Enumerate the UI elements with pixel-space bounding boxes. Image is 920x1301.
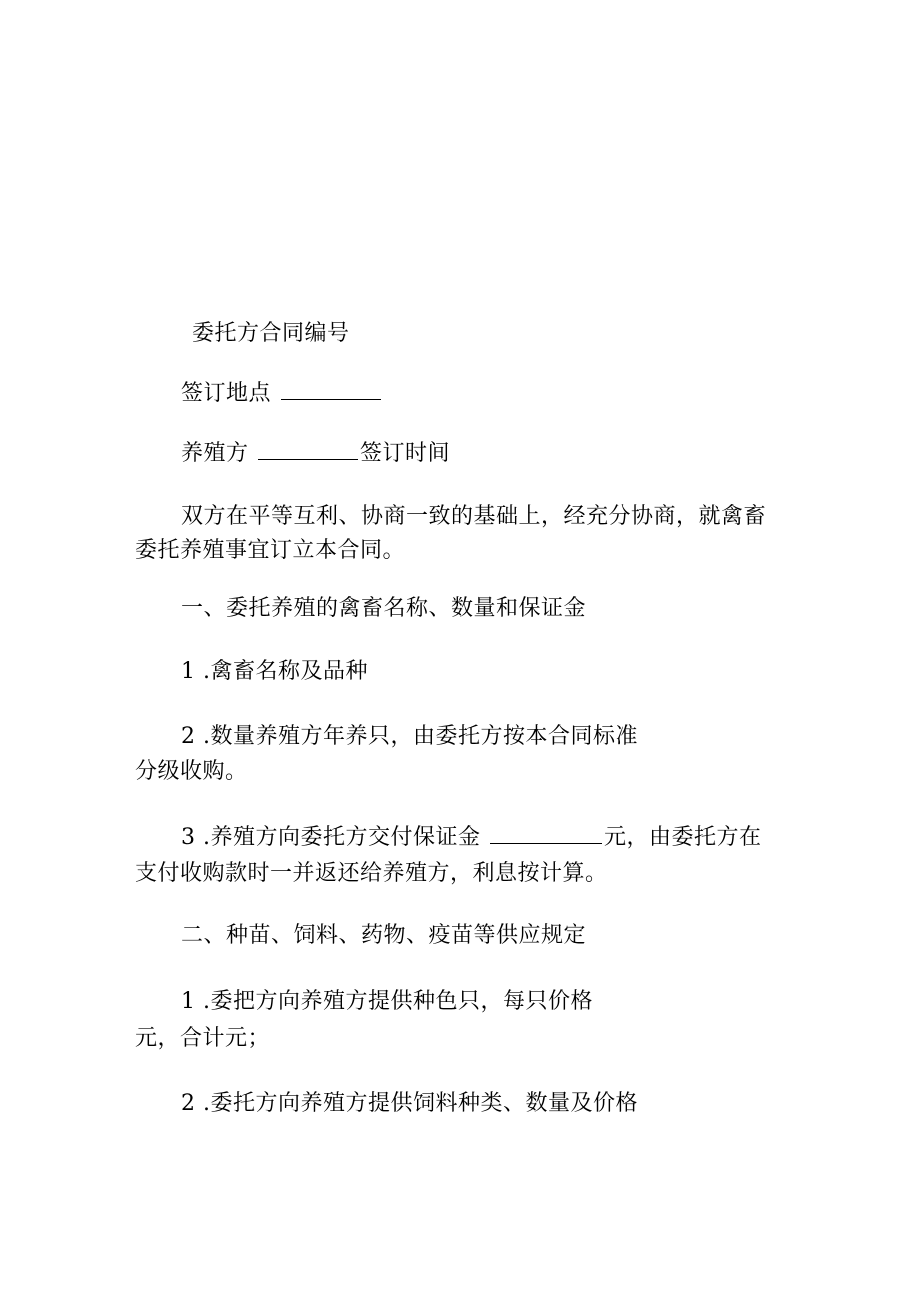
sign-place-blank [281, 381, 381, 400]
sign-place-label: 签订地点 [181, 381, 272, 406]
item3-part1: 3 .养殖方向委托方交付保证金 [181, 825, 481, 850]
section1-item2-line1: 2 .数量养殖方年养只，由委托方按本合同标准 [181, 724, 638, 749]
section2-item2: 2 .委托方向养殖方提供饲料种类、数量及价格 [181, 1091, 638, 1116]
entrustor-contract-no: 委托方合同编号 [192, 321, 350, 346]
farmer-blank [258, 441, 358, 460]
item3-part2: 元，由委托方在 [603, 825, 762, 850]
section1-item1: 1 .禽畜名称及品种 [181, 659, 368, 684]
sign-time-label: 签订时间 [360, 441, 451, 466]
section2-title: 二、种苗、饲料、药物、疫苗等供应规定 [181, 923, 587, 948]
section1-item3-line1 [181, 824, 762, 852]
section2-item1-line1: 1 .委把方向养殖方提供种色只，每只价格 [181, 989, 593, 1014]
farmer-label: 养殖方 [181, 441, 249, 466]
section1-item3-line2: 支付收购款时一并返还给养殖方，利息按计算。 [135, 861, 608, 886]
section2-item1-line2: 元，合计元； [135, 1026, 271, 1051]
farmer-line [181, 440, 450, 468]
section1-title: 一、委托养殖的禽畜名称、数量和保证金 [181, 596, 587, 621]
intro-line-1: 双方在平等互利、协商一致的基础上，经充分协商，就禽畜 [181, 504, 767, 529]
intro-line-2: 委托养殖事宜订立本合同。 [135, 538, 406, 563]
section1-item2-line2: 分级收购。 [135, 759, 248, 784]
deposit-blank [490, 825, 602, 844]
sign-place-line [181, 380, 383, 408]
